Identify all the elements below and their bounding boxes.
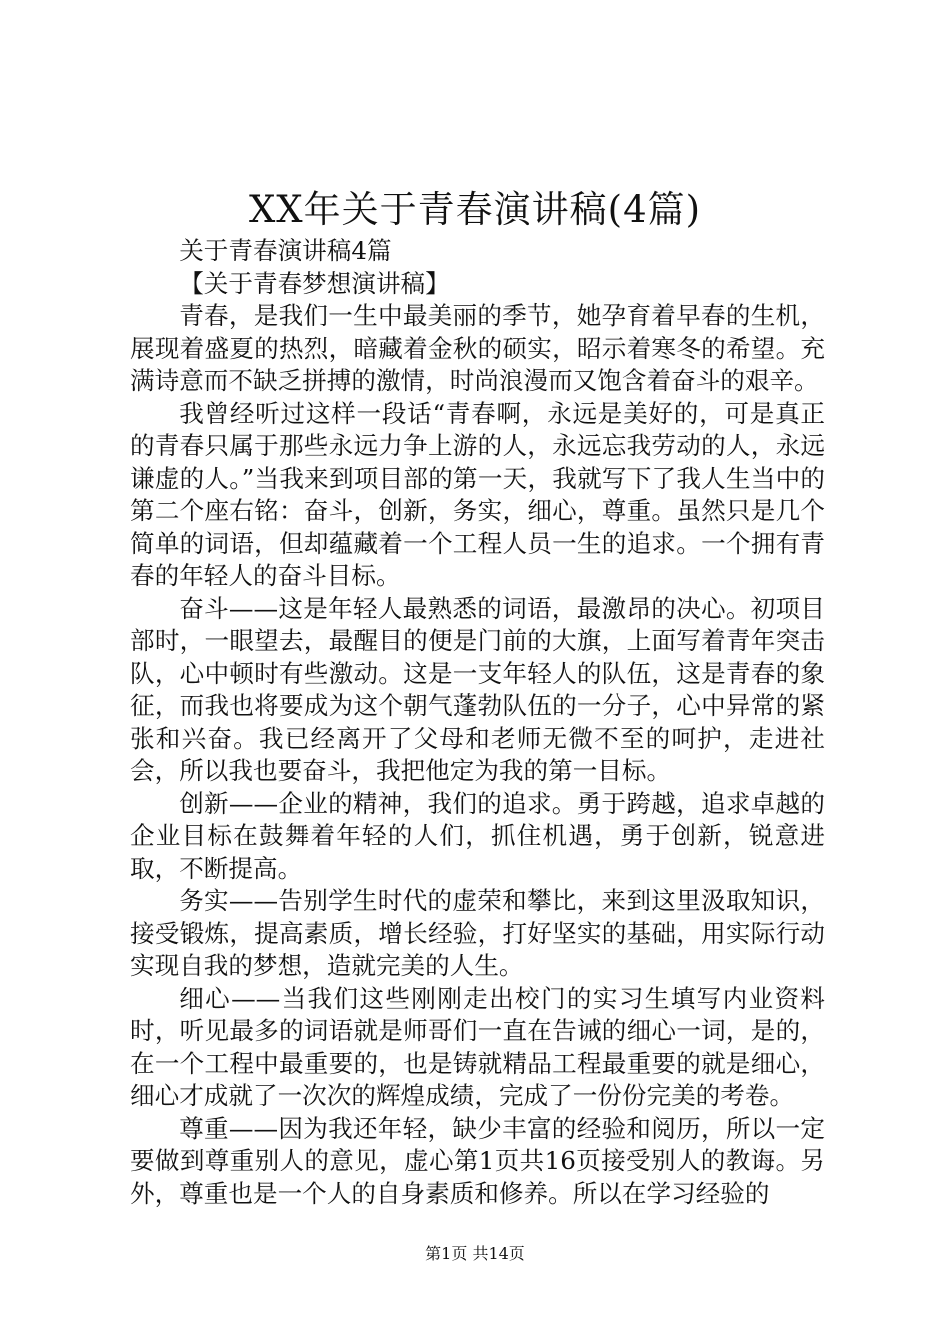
paragraph-section-heading: 【关于青春梦想演讲稿】 — [179, 268, 450, 298]
paragraph-pragmatism: 务实——告别学生时代的虚荣和攀比，来到这里汲取知识，接受锻炼，提高素质，增长经验，打好坚实的基础，用实际行动实现自我的梦想，造就完美的人生。 — [130, 886, 825, 980]
document-body — [130, 235, 825, 1210]
paragraph-subtitle: 关于青春演讲稿4篇 — [179, 236, 392, 265]
paragraph-innovation: 创新——企业的精神，我们的追求。勇于跨越，追求卓越的企业目标在鼓舞着年轻的人们，抓住机遇，勇于创新，锐意进取，不断提高。 — [130, 788, 825, 883]
document-title: XX年关于青春演讲稿(4篇) — [248, 188, 702, 231]
paragraph-struggle: 奋斗——这是年轻人最熟悉的词语，最激昂的决心。初项目部时，一眼望去，最醒目的便是门前的大旗，上面写着青年突击队，心中顿时有些激动。这是一支年轻人的队伍，这是青春的象征，而我也将要成为这个朝气蓬勃队伍的一分子，心中异常的紧张和兴奋。我已经离开了父母和老师无微不至的呵护，走进社会，所以我也要奋斗，我把他定为我的第一目标。 — [130, 593, 825, 785]
paragraph-intro: 青春，是我们一生中最美丽的季节，她孕育着早春的生机，展现着盛夏的热烈，暗藏着金秋的硕实，昭示着寒冬的希望。充满诗意而不缺乏拼搏的激情，时尚浪漫而又饱含着奋斗的艰辛。 — [130, 301, 825, 395]
paragraph-motto: 我曾经听过这样一段话“青春啊，永远是美好的，可是真正的青春只属于那些永远力争上游的人，永远忘我劳动的人，永远谦虚的人。”当我来到项目部的第一天，我就写下了我人生当中的第二个座右铭：奋斗，创新，务实，细心，尊重。虽然只是几个简单的词语，但却蕴藏着一个工程人员一生的追求。一个拥有青春的年轻人的奋斗目标。 — [130, 398, 825, 590]
paragraph-carefulness: 细心——当我们这些刚刚走出校门的实习生填写内业资料时，听见最多的词语就是师哥们一直在告诫的细心一词，是的，在一个工程中最重要的，也是铸就精品工程最重要的就是细心，细心才成就了一次次的辉煌成绩，完成了一份份完美的考卷。 — [130, 983, 825, 1110]
paragraph-respect: 尊重——因为我还年轻，缺少丰富的经验和阅历，所以一定要做到尊重别人的意见，虚心第1页共16页接受别人的教诲。另外，尊重也是一个人的自身素质和修养。所以在学习经验的 — [130, 1113, 825, 1208]
page-footer: 第1页 共14页 — [425, 1244, 525, 1263]
